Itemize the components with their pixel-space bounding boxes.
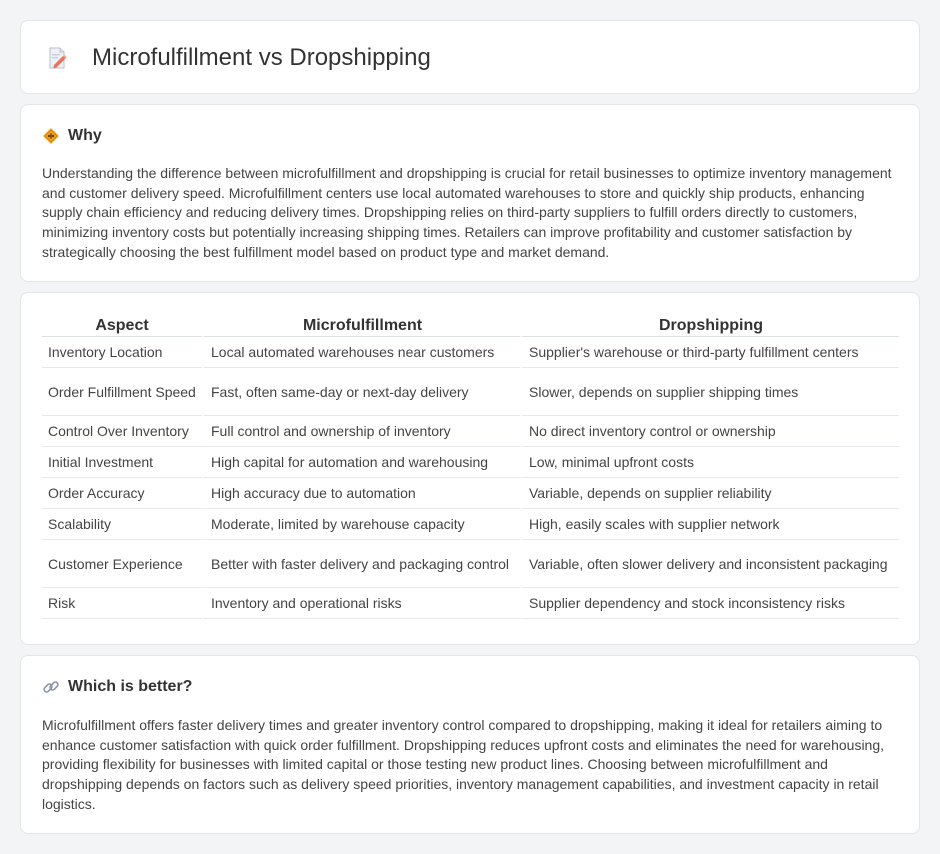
cell-aspect: Order Accuracy bbox=[42, 478, 202, 509]
cell-dropshipping: Variable, often slower delivery and inconsistent packaging bbox=[520, 540, 899, 588]
cell-dropshipping: Low, minimal upfront costs bbox=[520, 447, 899, 478]
cell-microfulfillment: Fast, often same-day or next-day delivery bbox=[202, 368, 520, 416]
link-icon bbox=[42, 678, 60, 696]
cell-aspect: Customer Experience bbox=[42, 540, 202, 588]
which-is-better-section bbox=[20, 655, 920, 834]
diamond-sign-icon bbox=[42, 127, 60, 145]
cell-dropshipping: Variable, depends on supplier reliability bbox=[520, 478, 899, 509]
cell-aspect: Initial Investment bbox=[42, 447, 202, 478]
cell-dropshipping: Supplier dependency and stock inconsistency risks bbox=[520, 588, 899, 619]
cell-aspect: Inventory Location bbox=[42, 337, 202, 368]
table-row bbox=[42, 447, 899, 478]
header-card bbox=[20, 20, 920, 94]
table-row bbox=[42, 337, 899, 368]
header-dropshipping: Dropshipping bbox=[520, 315, 899, 337]
table-row bbox=[42, 509, 899, 540]
why-text: Understanding the difference between microfulfillment and dropshipping is crucial for retail businesses to optimize inventory management and customer delivery speed. Microfulfillment centers use local automated warehouses to store and quickly ship products, enhancing supply chain efficiency and reducing delivery times. Dropshipping relies on third-party suppliers to fulfill orders directly to customers, minimizing inventory costs but potentially increasing shipping times. Retailers can improve profitability and customer satisfaction by strategically choosing the best fulfillment model based on product type and market demand. bbox=[42, 165, 892, 260]
header-microfulfillment: Microfulfillment bbox=[202, 315, 520, 337]
comparison-table bbox=[42, 315, 899, 619]
why-section bbox=[20, 104, 920, 282]
cell-microfulfillment: Local automated warehouses near customers bbox=[202, 337, 520, 368]
why-heading bbox=[42, 125, 102, 147]
cell-microfulfillment: Moderate, limited by warehouse capacity bbox=[202, 509, 520, 540]
table-row bbox=[42, 540, 899, 588]
cell-dropshipping: No direct inventory control or ownership bbox=[520, 416, 899, 447]
cell-aspect: Risk bbox=[42, 588, 202, 619]
header-aspect: Aspect bbox=[42, 315, 202, 337]
cell-microfulfillment: Full control and ownership of inventory bbox=[202, 416, 520, 447]
table-header-row bbox=[42, 315, 899, 337]
cell-microfulfillment: High accuracy due to automation bbox=[202, 478, 520, 509]
cell-microfulfillment: Better with faster delivery and packaging control bbox=[202, 540, 520, 588]
page-title: Microfulfillment vs Dropshipping bbox=[92, 44, 431, 71]
better-title: Which is better? bbox=[68, 678, 193, 695]
table-row bbox=[42, 478, 899, 509]
cell-microfulfillment: High capital for automation and warehousing bbox=[202, 447, 520, 478]
cell-dropshipping: High, easily scales with supplier network bbox=[520, 509, 899, 540]
why-title: Why bbox=[68, 127, 102, 144]
cell-aspect: Order Fulfillment Speed bbox=[42, 368, 202, 416]
cell-dropshipping: Supplier's warehouse or third-party fulfillment centers bbox=[520, 337, 899, 368]
comparison-section bbox=[20, 292, 920, 645]
better-text: Microfulfillment offers faster delivery times and greater inventory control compared to dropshipping, making it ideal for retailers aiming to enhance customer satisfaction with quick order fulfillment. Dropshipping reduces upfront costs and eliminates the need for warehousing, providing flexibility for businesses with limited capital or those testing new product lines. Choosing between microfulfillment and dropshipping depends on factors such as delivery speed priorities, inventory management capabilities, and investment capacity in retail logistics. bbox=[42, 717, 885, 812]
cell-microfulfillment: Inventory and operational risks bbox=[202, 588, 520, 619]
cell-aspect: Scalability bbox=[42, 509, 202, 540]
document-pencil-icon bbox=[45, 46, 69, 70]
cell-dropshipping: Slower, depends on supplier shipping times bbox=[520, 368, 899, 416]
better-heading bbox=[42, 676, 192, 698]
cell-aspect: Control Over Inventory bbox=[42, 416, 202, 447]
table-row bbox=[42, 588, 899, 619]
table-row bbox=[42, 416, 899, 447]
table-row bbox=[42, 368, 899, 416]
